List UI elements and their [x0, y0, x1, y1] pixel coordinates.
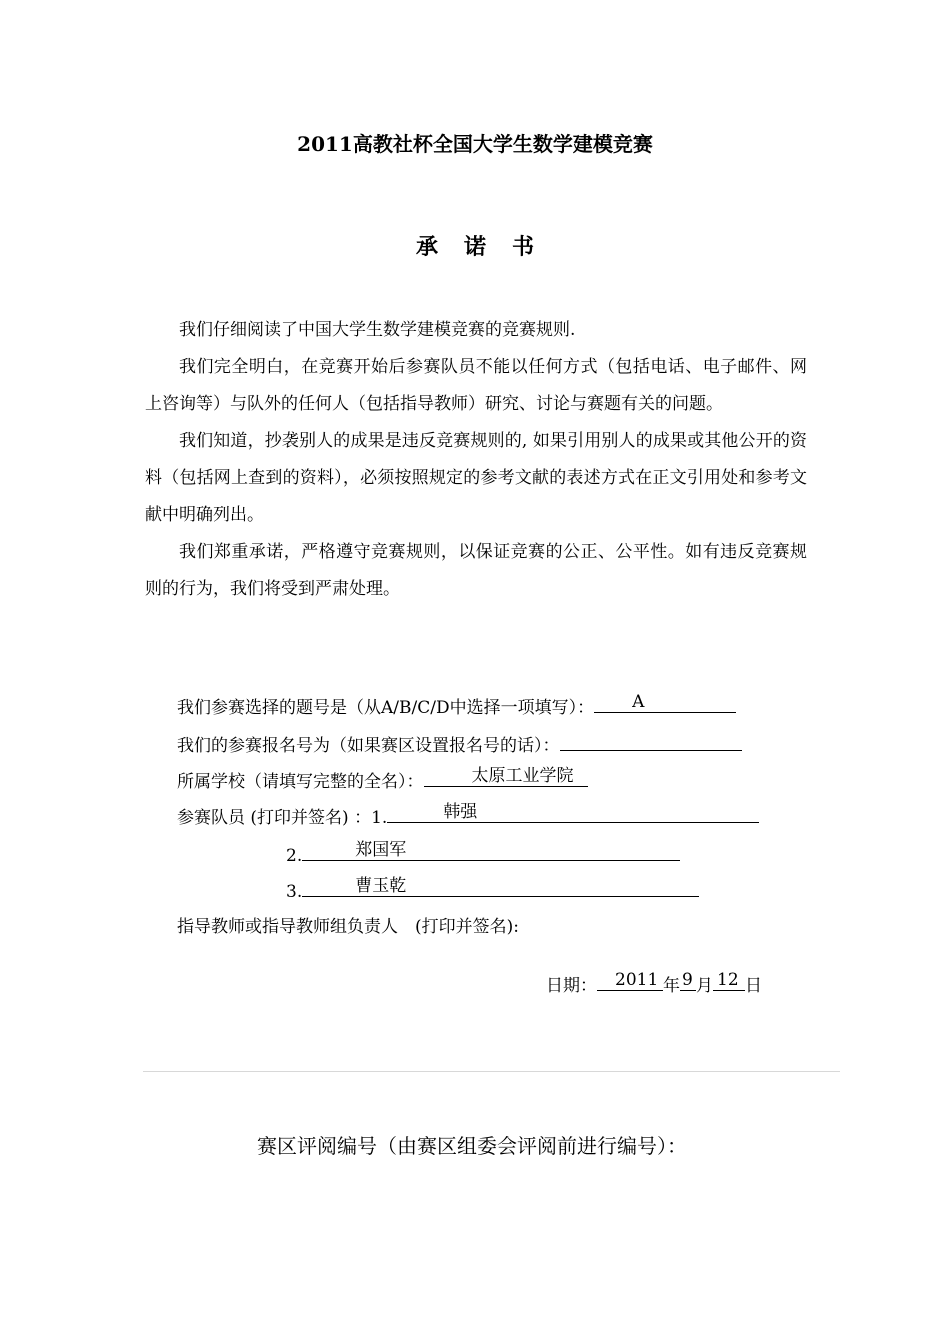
- date-year-unit: 年: [663, 976, 680, 996]
- problem-number-label: 我们参赛选择的题号是（从A/B/C/D中选择一项填写）：: [177, 698, 595, 718]
- pledge-paragraph: 我们知道，抄袭别人的成果是违反竞赛规则的, 如果引用别人的成果或其他公开的资料（包括网上查到的资料），必须按照规定的参考文献的表述方式在正文引用处和参考文献中明确列出。: [145, 431, 807, 525]
- document-title: 2011高教社杯全国大学生数学建模竞赛: [297, 132, 653, 156]
- date-year-field[interactable]: [597, 970, 663, 991]
- date-year-value: 2011: [615, 970, 659, 990]
- date-month-value: 9: [682, 970, 693, 990]
- pledge-paragraph: 我们郑重承诺，严格遵守竞赛规则，以保证竞赛的公正、公平性。如有违反竞赛规则的行为，我们将受到严肃处理。: [145, 542, 807, 599]
- date-month-unit: 月: [696, 976, 713, 996]
- registration-number-label: 我们的参赛报名号为（如果赛区设置报名号的话）：: [177, 736, 560, 756]
- pledge-paragraph: 我们仔细阅读了中国大学生数学建模竞赛的竞赛规则.: [179, 320, 576, 340]
- date-label: 日期：: [546, 976, 597, 996]
- member-number: 2.: [286, 846, 303, 866]
- member-3-row: [286, 876, 699, 902]
- problem-number-value: A: [632, 692, 645, 712]
- document-subtitle: 承诺书: [415, 234, 560, 260]
- problem-number-field[interactable]: [594, 692, 736, 713]
- school-row: [177, 766, 588, 792]
- date-day-value: 12: [717, 970, 739, 990]
- page-divider: [143, 1071, 840, 1072]
- member-2-name: 郑国军: [355, 840, 407, 860]
- date-day-unit: 日: [745, 976, 762, 996]
- problem-number-row: [177, 692, 736, 718]
- pledge-body: [145, 312, 807, 608]
- date-day-field[interactable]: [713, 970, 745, 991]
- member-1-name: 韩强: [443, 802, 478, 822]
- member-number: 3.: [286, 882, 303, 902]
- pledge-paragraph: 我们完全明白，在竞赛开始后参赛队员不能以任何方式（包括电话、电子邮件、网上咨询等）与队外的任何人（包括指导教师）研究、讨论与赛题有关的问题。: [145, 357, 807, 414]
- registration-number-row: [177, 730, 742, 756]
- member-3-field[interactable]: [302, 876, 699, 897]
- member-2-row: [286, 840, 680, 866]
- member-2-field[interactable]: [302, 840, 680, 861]
- member-1-field[interactable]: [387, 802, 759, 823]
- team-members-row: [177, 802, 759, 828]
- date-month-field[interactable]: [680, 970, 696, 991]
- team-members-label: 参赛队员 (打印并签名) ：: [177, 808, 372, 828]
- school-value: 太原工业学院: [471, 766, 574, 786]
- advisor-label: 指导教师或指导教师组负责人 (打印并签名):: [177, 917, 519, 937]
- school-label: 所属学校（请填写完整的全名）：: [177, 772, 424, 792]
- registration-number-field[interactable]: [560, 730, 742, 751]
- review-number-label: 赛区评阅编号（由赛区组委会评阅前进行编号）：: [257, 1134, 687, 1158]
- school-field[interactable]: [424, 766, 588, 787]
- advisor-row: [177, 912, 519, 937]
- member-3-name: 曹玉乾: [355, 876, 407, 896]
- member-number: 1.: [371, 808, 388, 828]
- date-row: [546, 970, 762, 996]
